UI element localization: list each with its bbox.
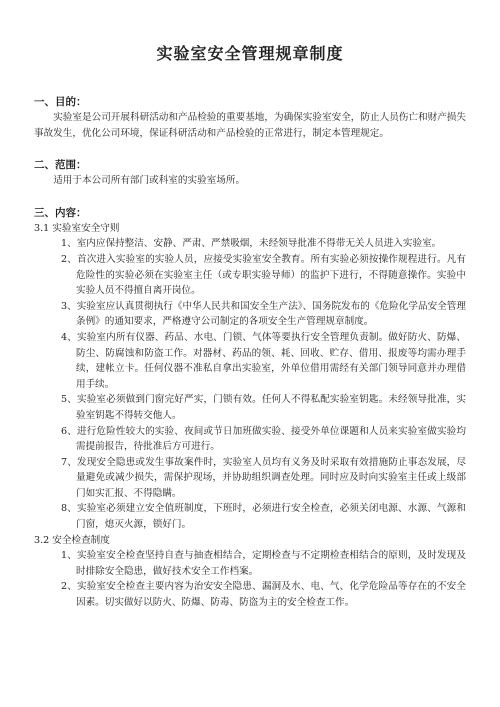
list-item-text: 实验室安全检查坚持自查与抽查相结合，定期检查与不定期检查相结合的原则，及时发现及时排除安全隐患，做好技术安全工作档案。 — [76, 550, 466, 577]
safety-inspection-list — [34, 548, 466, 610]
list-item-text: 进行危险性较大的实验、夜间或节日加班做实验、接受外单位课题和人员来实验室做实验均需提前报告，待批准后方可进行。 — [76, 425, 466, 453]
list-item — [34, 501, 466, 532]
list-item-number: 4、 — [61, 331, 77, 343]
list-item-text: 实验室内所有仪器、药品、水电、门锁、气体等要执行安全管理负责制。做好防火、防爆、防尘、防腐蚀和防盗工作。对器材、药品的领、耗、回收、贮存、借用、报废等均需办理手续，建帐立卡。任何仪器不准私自拿出实验室，外单位借用需经有关部门领导同意并办理借用手续。 — [76, 331, 466, 390]
list-item-number: 2、 — [61, 581, 77, 593]
list-item — [34, 579, 466, 610]
list-item-text: 实验室安全检查主要内容为治安安全隐患、漏洞及水、电、气、化学危险品等存在的不安全因素。切实做好以防火、防爆、防毒、防盗为主的安全检查工作。 — [76, 581, 466, 609]
safety-rules-list — [34, 236, 466, 532]
list-item-text: 发现安全隐患或发生事故案件时，实验室人员均有义务及时采取有效措施防止事态发展，尽量避免或减少损失，需保护现场，并协助组织调查处理。同时应及时向实验室主任或上级部门如实汇报、不得隐瞒。 — [76, 456, 466, 499]
subsection-heading-safety-inspection: 3.2 安全检查制度 — [34, 534, 110, 546]
list-item-number: 8、 — [61, 503, 77, 515]
section-heading-scope: 二、范围： — [34, 159, 87, 172]
list-item-text: 实验室必须做到门窗完好严实，门锁有效。任何人不得私配实验室钥匙。未经领导批准，实验室钥匙不得转交他人。 — [76, 394, 466, 421]
list-item — [34, 424, 466, 455]
list-item-number: 1、 — [61, 238, 77, 250]
list-item-number: 5、 — [61, 394, 77, 406]
purpose-paragraph: 实验室是公司开展科研活动和产品检验的重要基地，为确保实验室安全，防止人员伤亡和财产损失事故发生，优化公司环境，保证科研活动和产品检验的正常进行，制定本管理规定。 — [34, 112, 466, 139]
list-item — [34, 252, 466, 299]
list-item — [34, 299, 466, 330]
list-item — [34, 236, 466, 252]
list-item-number: 7、 — [61, 456, 77, 468]
list-item-text: 实验室必须建立安全值班制度，下班时，必须进行安全检查，必须关闭电源、水源、气源和门窗，熄灭火源，锁好门。 — [76, 503, 466, 531]
list-item — [34, 455, 466, 502]
list-item-text: 首次进入实验室的实验人员，应接受实验室安全教育。所有实验必须按操作规程进行。凡有危险性的实验必须在实验室主任（或专职实验导师）的监护下进行，不得随意操作。实验中实验人员不得擅自离开岗位。 — [76, 253, 466, 297]
list-item — [34, 330, 466, 392]
section-heading-content: 三、内容： — [34, 206, 87, 219]
subsection-heading-safety-rules: 3.1 实验室安全守则 — [34, 222, 120, 234]
spacer — [34, 189, 466, 205]
list-item-number: 1、 — [61, 550, 77, 562]
list-item-number: 3、 — [61, 300, 77, 312]
list-item-number: 2、 — [61, 253, 77, 265]
list-item-text: 室内应保持整洁、安静、严肃、严禁吸烟，未经领导批准不得带无关人员进入实验室。 — [76, 238, 442, 250]
scope-paragraph: 适用于本公司所有部门或科室的实验室场所。 — [53, 175, 246, 187]
section-heading-purpose: 一、目的： — [34, 96, 87, 108]
list-item-number: 6、 — [61, 425, 77, 437]
spacer — [34, 141, 466, 157]
list-item — [34, 392, 466, 423]
document-title: 实验室安全管理规章制度 — [156, 44, 344, 63]
list-item — [34, 548, 466, 579]
list-item-text: 实验室应认真贯彻执行《中华人民共和国安全生产法》、国务院发布的《危险化学品安全管理条例》的通知要求，严格遵守公司制定的各项安全生产管理规章制度。 — [76, 300, 466, 328]
